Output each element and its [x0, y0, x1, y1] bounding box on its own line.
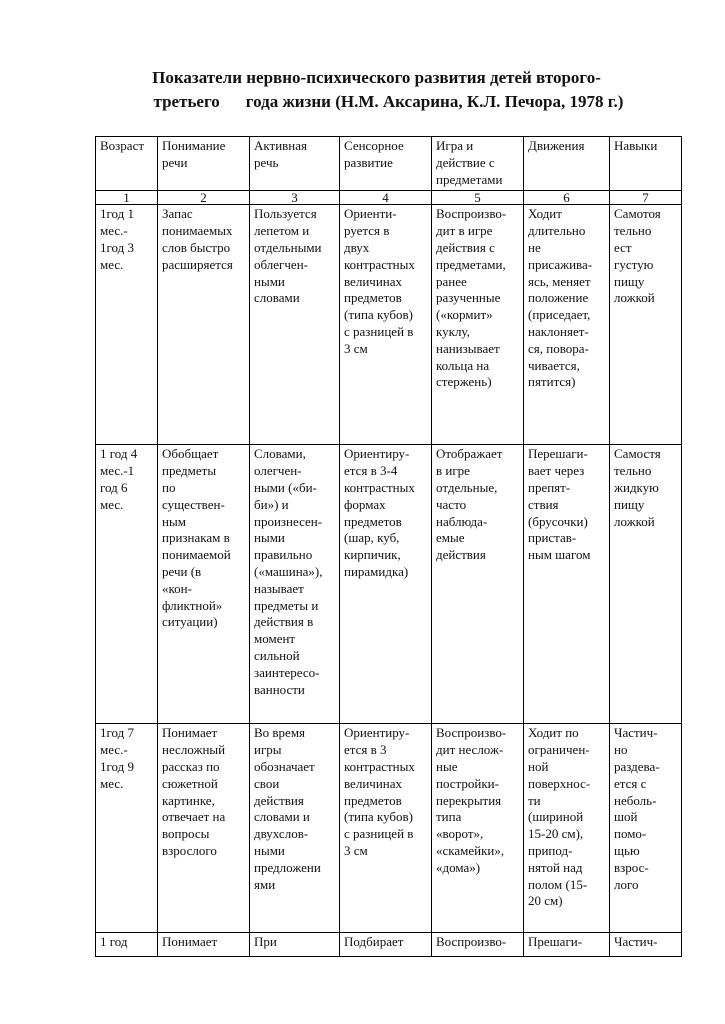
column-number: 3 [250, 191, 340, 205]
table-cell: Обобщает предметы по существен- ным признакам в понимаемой речи (в «кон- фликтной» ситуации) [158, 445, 250, 724]
table-header-row [96, 137, 682, 191]
column-number-row [96, 191, 682, 205]
table-cell: Во время игры обозначает свои действия словами и двухслов- ными предложени ями [250, 724, 340, 933]
table-cell: Самостя тельно жидкую пищу ложкой [610, 445, 682, 724]
title-line-2-part-a: третьего [153, 92, 220, 111]
header-cell-age: Возраст [96, 137, 158, 191]
table-cell: При [250, 933, 340, 957]
table-cell-age: 1 год [96, 933, 158, 957]
table-cell: Ориентиру- ется в 3-4 контрастных формах предметов (шар, куб, кирпичик, пирамидка) [340, 445, 432, 724]
table-row [96, 445, 682, 724]
title-line-2 [0, 90, 725, 114]
table-cell: Частич- но раздева- ется с неболь- шой помо- щью взрос- лого [610, 724, 682, 933]
table-cell: Понимает [158, 933, 250, 957]
column-number: 4 [340, 191, 432, 205]
table-cell-age: 1год 7 мес.- 1год 9 мес. [96, 724, 158, 933]
table-cell: Ходит по ограничен- ной поверхнос- ти (шириной 15-20 см), припод- нятой над полом (15- 20 см) [524, 724, 610, 933]
table-cell: Воспроизво- дит неслож- ные постройки- перекрытия типа «ворот», «скамейки», «дома») [432, 724, 524, 933]
table-cell: Ориенти- руется в двух контрастных величинах предметов (типа кубов) с разницей в 3 см [340, 205, 432, 445]
table-cell: Частич- [610, 933, 682, 957]
header-cell-play: Игра и действие с предметами [432, 137, 524, 191]
column-number: 6 [524, 191, 610, 205]
header-cell-active-speech: Активная речь [250, 137, 340, 191]
table-row [96, 205, 682, 445]
development-table [95, 136, 682, 957]
column-number: 2 [158, 191, 250, 205]
table-cell: Понимает несложный рассказ по сюжетной картинке, отвечает на вопросы взрослого [158, 724, 250, 933]
column-number: 5 [432, 191, 524, 205]
title-line-1: Показатели нервно-психического развития детей второго- [152, 68, 601, 87]
table-cell: Воспроизво- дит в игре действия с предметами, ранее разученные («кормит» куклу, нанизывает кольца на стержень) [432, 205, 524, 445]
table-cell: Прешаги- [524, 933, 610, 957]
table-cell: Пользуется лепетом и отдельными облегчен- ными словами [250, 205, 340, 445]
column-number: 1 [96, 191, 158, 205]
table-cell: Ориентиру- ется в 3 контрастных величинах предметов (типа кубов) с разницей в 3 см [340, 724, 432, 933]
header-cell-movement: Движения [524, 137, 610, 191]
header-cell-sensory: Сенсорное развитие [340, 137, 432, 191]
table-cell-age: 1 год 4 мес.-1 год 6 мес. [96, 445, 158, 724]
table-cell: Запас понимаемых слов быстро расширяется [158, 205, 250, 445]
table-cell: Подбирает [340, 933, 432, 957]
table-row [96, 933, 682, 957]
table-cell: Словами, олегчен- ными («би- би») и произнесен- ными правильно («машина»), называет предметы и действия в момент сильной заинтересо- ванности [250, 445, 340, 724]
table-row [96, 724, 682, 933]
title-line-2-part-b: года жизни (Н.М. Аксарина, К.Л. Печора, 1978 г.) [245, 92, 624, 111]
column-number: 7 [610, 191, 682, 205]
table-cell: Воспроизво- [432, 933, 524, 957]
table-cell: Самотоя тельно ест густую пищу ложкой [610, 205, 682, 445]
table-cell: Перешаги- вает через препят- ствия (брусочки) пристав- ным шагом [524, 445, 610, 724]
table-cell: Отображает в игре отдельные, часто наблюда- емые действия [432, 445, 524, 724]
header-cell-speech-understanding: Понимание речи [158, 137, 250, 191]
header-cell-skills: Навыки [610, 137, 682, 191]
document-title [0, 66, 725, 114]
table-cell-age: 1год 1 мес.- 1год 3 мес. [96, 205, 158, 445]
table-cell: Ходит длительно не присажива- ясь, меняет положение (приседает, наклоняет- ся, повора- чивается, пятится) [524, 205, 610, 445]
